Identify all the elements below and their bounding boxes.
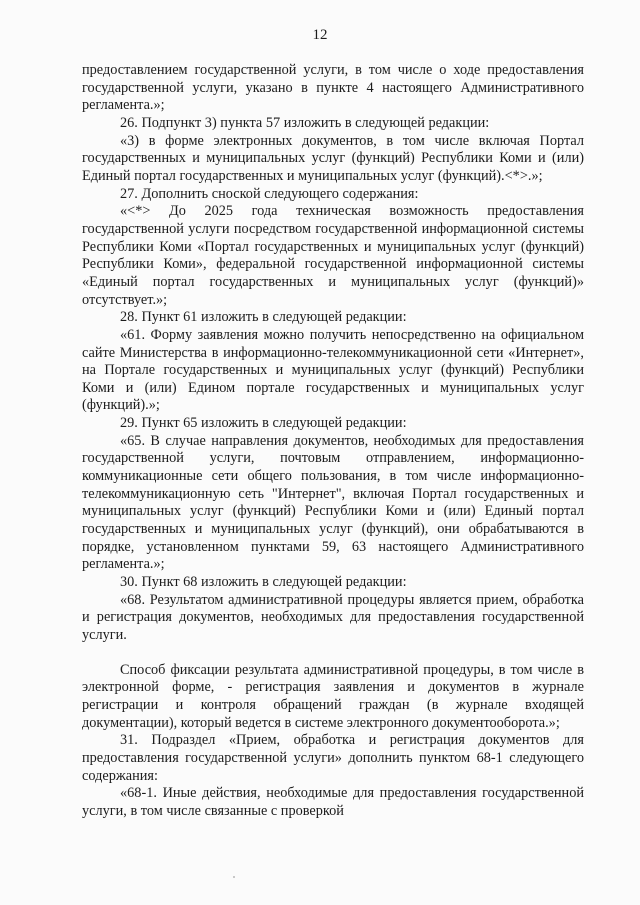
document-body	[82, 62, 584, 821]
paragraph-footnote: «<*> До 2025 года техническая возможность предоставления государственной услуги посредством государственной информационной системы Республики Коми «Портал государственных и муниципальных услуг (функций) Республики Коми», федеральной государственной информационной системы «Единый портал государственных и муниципальных услуг (функций)» отсутствует.»;	[82, 203, 584, 308]
paragraph-point-68: «68. Результатом административной процедуры является прием, обработка и регистрация документов, необходимых для предоставления государственной услуги.	[82, 591, 584, 643]
paragraph-continuation: предоставлением государственной услуги, в том числе о ходе предоставления государственной услуги, указано в пункте 4 настоящего Административного регламента.»;	[82, 62, 584, 114]
paragraph-item-26: 26. Подпункт 3) пункта 57 изложить в следующей редакции:	[120, 114, 490, 131]
paragraph-item-28: 28. Пункт 61 изложить в следующей редакции:	[120, 309, 407, 326]
scan-speck	[233, 876, 235, 878]
paragraph-point-61: «61. Форму заявления можно получить непосредственно на официальном сайте Министерства в информационно-телекоммуникационной сети «Интернет», на Портале государственных и муниципальных услуг (функций) Республики Коми и (или) Едином портале государственных и муниципальных услуг (функций).»;	[82, 326, 584, 414]
paragraph-subitem-3: «3) в форме электронных документов, в том числе включая Портал государственных и муниципальных услуг (функций) Республики Коми и (или) Единый портал государственных и муниципальных услуг (функций).<*>.»;	[82, 132, 584, 184]
paragraph-item-29: 29. Пункт 65 изложить в следующей редакции:	[120, 415, 407, 432]
paragraph-point-65: «65. В случае направления документов, необходимых для предоставления государственной услуги, почтовым отправлением, информационно-коммуникационные сети общего пользования, в том числе информационно-телекоммуникационную сеть "Интернет", включая Портал государственных и муниципальных услуг (функций) Республики Коми и (или) Единый портал государственных и муниципальных услуг (функций), они обрабатываются в порядке, установленном пунктами 59, 63 настоящего Административного регламента.»;	[82, 432, 584, 573]
page-number: 12	[312, 27, 328, 43]
paragraph-fixation-method: Способ фиксации результата административной процедуры, в том числе в электронной форме, - регистрация заявления и документов в журнале регистрации и контроля обращений граждан (в журнале входящей документации), который ведется в системе электронного документооборота.»;	[82, 661, 584, 731]
paragraph-item-30: 30. Пункт 68 изложить в следующей редакции:	[120, 574, 407, 591]
paragraph-item-27: 27. Дополнить сноской следующего содержания:	[120, 185, 419, 202]
paragraph-item-31: 31. Подраздел «Прием, обработка и регистрация документов для предоставления государственной услуги» дополнить пунктом 68-1 следующего содержания:	[82, 732, 584, 784]
paragraph-point-68-1: «68-1. Иные действия, необходимые для предоставления государственной услуги, в том числе связанные с проверкой	[82, 785, 584, 819]
